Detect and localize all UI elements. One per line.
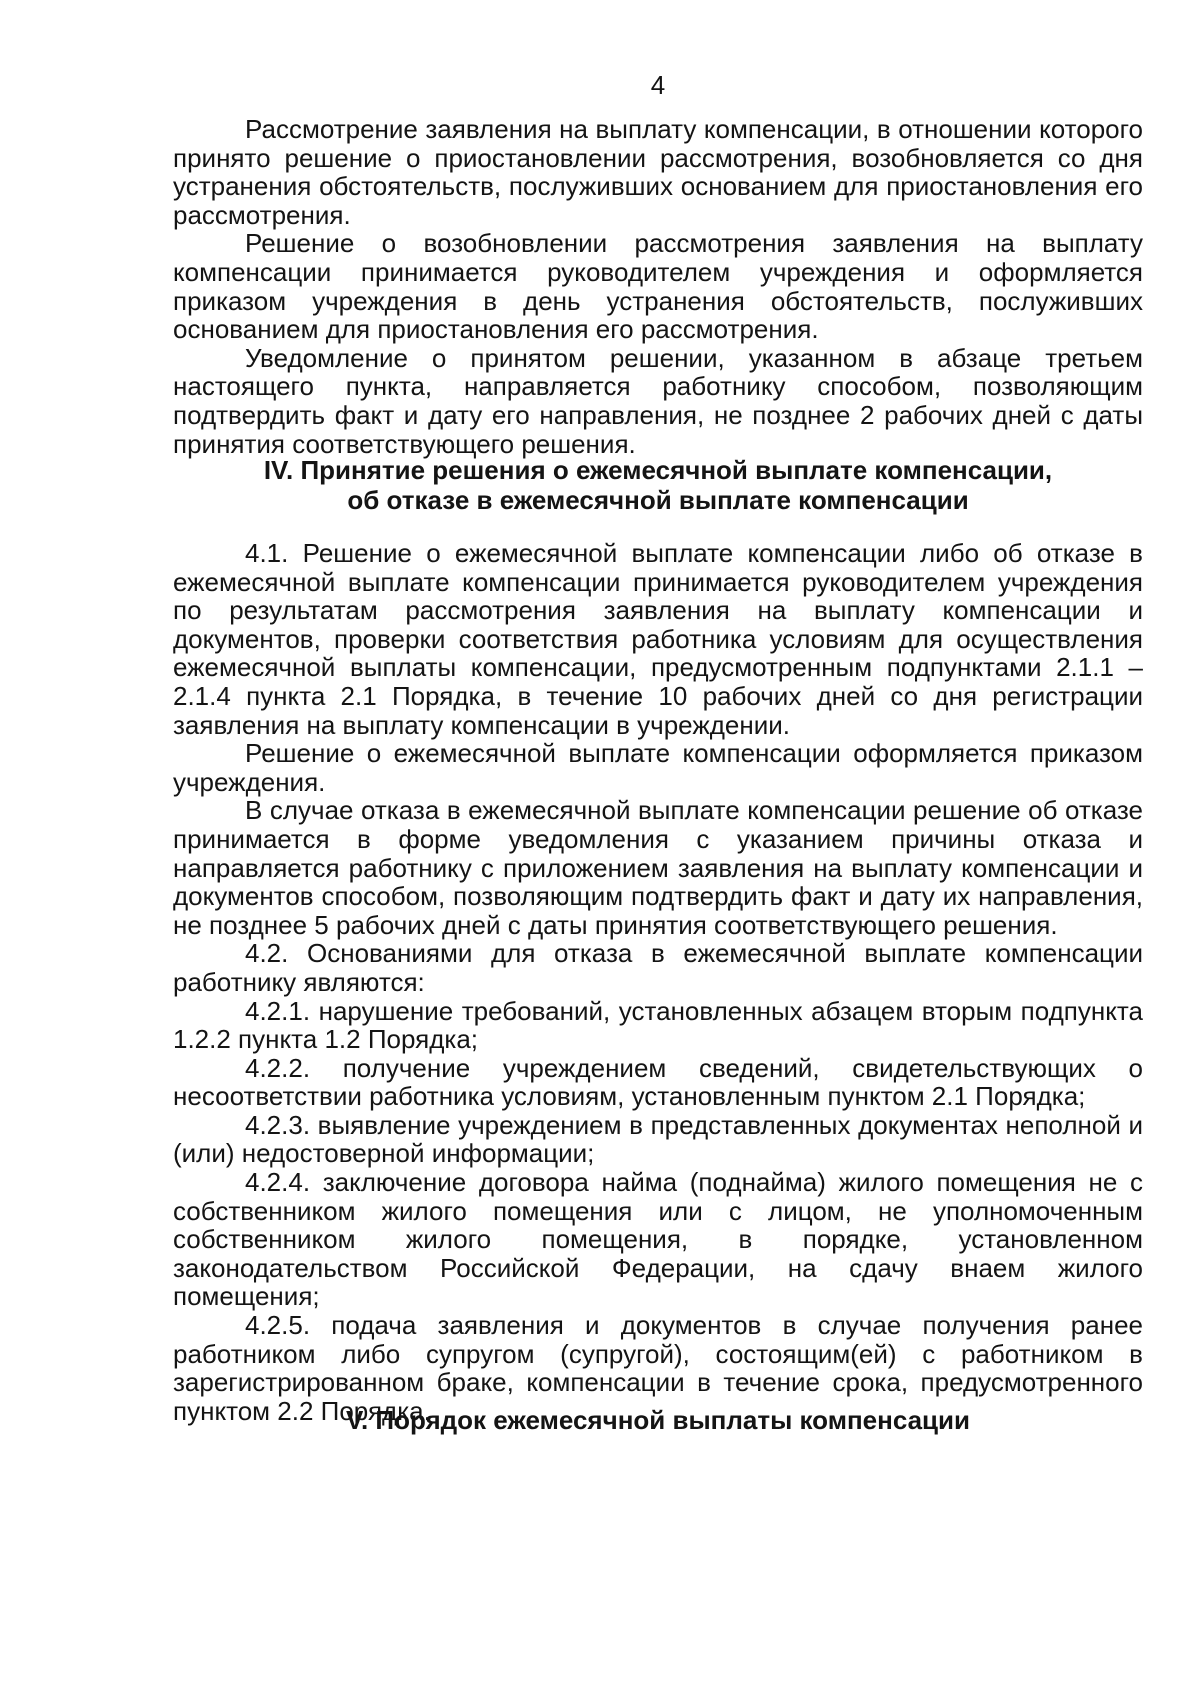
section-heading-iv-line2: об отказе в ежемесячной выплате компенсации (347, 485, 969, 515)
page-number: 4 (650, 70, 666, 100)
paragraph-refusal-notice: В случае отказа в ежемесячной выплате компенсации решение об отказе принимается в форме уведомления с указанием причины отказа и направляется работнику с приложением заявления на выплату компенсации и документов способом, позволяющим подтвердить факт и дату их направления, не позднее 5 рабочих дней с даты принятия соответствующего решения. (173, 795, 1143, 940)
paragraph-4-2-2: 4.2.2. получение учреждением сведений, свидетельствующих о несоответствии работника условиям, установленным пунктом 2.1 Порядка; (173, 1052, 1143, 1112)
paragraph-resumption-decision: Решение о возобновлении рассмотрения заявления на выплату компенсации принимается руководителем учреждения и оформляется приказом учреждения в день устранения обстоятельств, послуживших основанием для приостановления его рассмотрения. (173, 228, 1143, 345)
document-page (173, 0, 1143, 1697)
paragraph-4-2: 4.2. Основаниями для отказа в ежемесячной выплате компенсации работнику являются: (173, 938, 1143, 997)
paragraph-4-2-3: 4.2.3. выявление учреждением в представленных документах неполной и (или) недостоверной информации; (173, 1109, 1143, 1169)
paragraph-review-resumption: Рассмотрение заявления на выплату компенсации, в отношении которого принято решение о приостановлении рассмотрения, возобновляется со дня устранения обстоятельств, послуживших основанием для приостановления его рассмотрения. (173, 114, 1143, 230)
text-block-review-resumption (173, 115, 1143, 458)
section-heading-v: V. Порядок ежемесячной выплаты компенсации (345, 1405, 971, 1435)
section-heading-iv-line1: IV. Принятие решения о ежемесячной выплате компенсации, (263, 455, 1053, 485)
text-block-section-iv (173, 539, 1143, 1425)
paragraph-decision-order: Решение о ежемесячной выплате компенсации оформляется приказом учреждения. (173, 738, 1143, 797)
section-heading-iv (173, 455, 1143, 515)
paragraph-4-1: 4.1. Решение о ежемесячной выплате компенсации либо об отказе в ежемесячной выплате компенсации принимается руководителем учреждения по результатам рассмотрения заявления на выплату компенсации и документов, проверки соответствия работника условиям для осуществления ежемесячной выплаты компенсации, предусмотренным подпунктами 2.1.1 – 2.1.4 пункта 2.1 Порядка, в течение 10 рабочих дней со дня регистрации заявления на выплату компенсации в учреждении. (173, 538, 1143, 740)
paragraph-notification: Уведомление о принятом решении, указанном в абзаце третьем настоящего пункта, направляется работнику способом, позволяющим подтвердить факт и дату его направления, не позднее 2 рабочих дней с даты принятия соответствующего решения. (173, 342, 1143, 459)
paragraph-4-2-5: 4.2.5. подача заявления и документов в случае получения ранее работником либо супругом (супругой), состоящим(ей) с работником в зарегистрированном браке, компенсации в течение срока, предусмотренного пунктом 2.2 Порядка. (173, 1310, 1143, 1426)
paragraph-4-2-1: 4.2.1. нарушение требований, установленных абзацем вторым подпункта 1.2.2 пункта 1.2 Порядка; (173, 995, 1143, 1055)
paragraph-4-2-4: 4.2.4. заключение договора найма (поднайма) жилого помещения не с собственником жилого помещения или с лицом, не уполномоченным собственником жилого помещения, в порядке, установленном законодательством Российской Федерации, на сдачу внаем жилого помещения; (173, 1167, 1143, 1312)
